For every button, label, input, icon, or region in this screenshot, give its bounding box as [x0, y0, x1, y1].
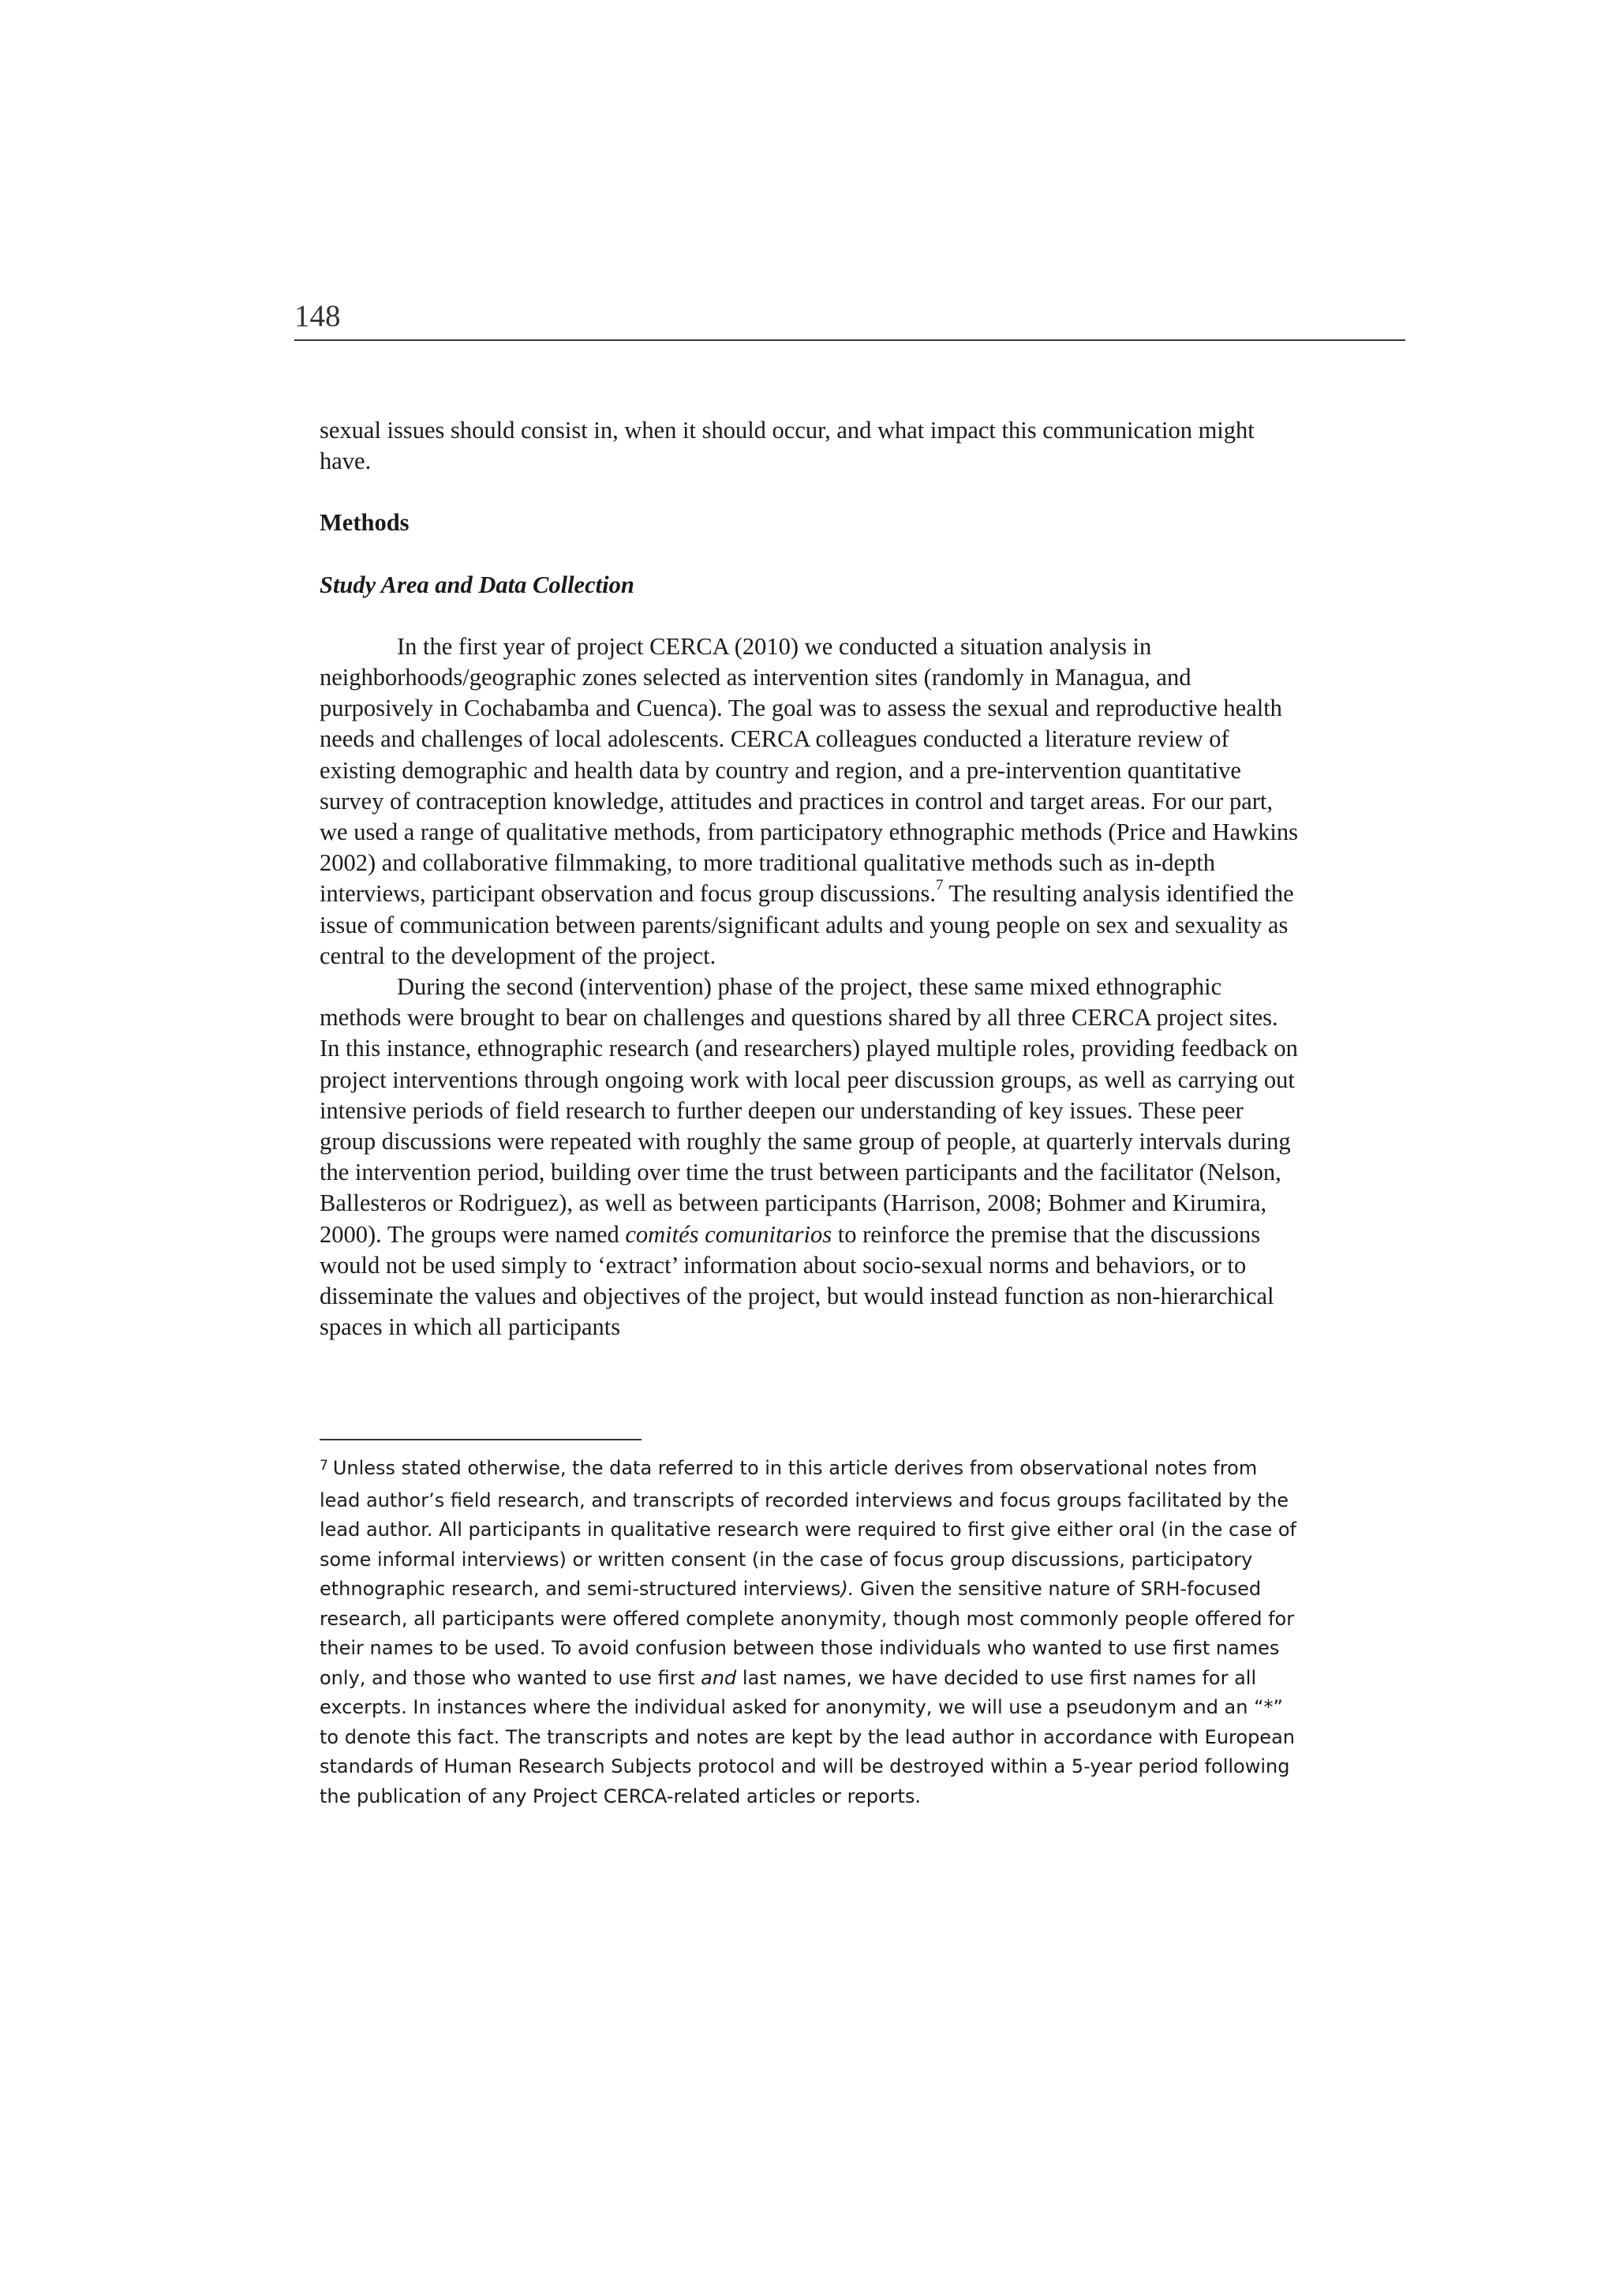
page-number: 148 [294, 299, 341, 333]
paragraph-2-italic: comités comunitarios [625, 1220, 832, 1248]
footnote-part-2: Given the sensitive nature of SRH-focused research, all participants were offered complete anonymity, though most commonly people offered for their names to be used. To avoid confusion between those individuals who wanted to use first names only, and those who wanted to use first [320, 1578, 1295, 1689]
paragraph-2-text: During the second (intervention) phase of the project, these same mixed ethnographic methods were brought to bear on challenges and questions shared by all three CERCA project sites. In this instance, ethnographic research (and researchers) played multiple roles, providing feedback on project interventions through ongoing work with local peer discussion groups, as well as carrying out intensive periods of field research to further deepen our understanding of key issues. These peer group discussions were repeated with roughly the same group of people, at quarterly intervals during the intervention period, building over time the trust between participants and the facilitator (Nelson, Ballesteros or Rodriguez), as well as between participants (Harrison, 2008; Bohmer and Kirumira, 2000). The groups were named [320, 973, 1298, 1248]
footnote-part-3: last names, we have decided to use first names for all excerpts. In instances where the individual asked for anonymity, we will use a pseudonym and an “*” to denote this fact. The transcripts and notes are kept by the lead author in accordance with European standards of Human Research Subjects protocol and will be destroyed within a 5-year period following the publication of any Project CERCA-related articles or reports. [320, 1666, 1295, 1807]
footnote [320, 1454, 1298, 1811]
section-heading: Methods [320, 509, 410, 537]
footnote-marker: 7 [320, 1458, 328, 1474]
page-header [294, 298, 1405, 341]
footnote-text [320, 1454, 1298, 1811]
footnote-divider [320, 1439, 642, 1440]
subsection-heading: Study Area and Data Collection [320, 571, 634, 598]
main-text [320, 415, 1298, 1343]
footnote-italic-close: ). [840, 1578, 855, 1600]
paragraph-2 [320, 972, 1298, 1343]
paragraph-2-tail: to reinforce the premise that the discussions would not be used simply to ‘extract’ information about socio-sexual norms and behaviors, or to disseminate the values and objectives of the project, but would instead function as non-hierarchical spaces in which all participants [320, 1220, 1274, 1341]
paragraph-1-text: In the first year of project CERCA (2010) we conducted a situation analysis in neighborhoods/geographic zones selected as intervention sites (randomly in Managua, and purposively in Cochabamba and Cuenca). The goal was to assess the sexual and reproductive health needs and challenges of local adolescents. CERCA colleagues conducted a literature review of existing demographic and health data by country and region, and a pre-intervention quantitative survey of contraception knowledge, attitudes and practices in control and target areas. For our part, we used a range of qualitative methods, from participatory ethnographic methods (Price and Hawkins 2002) and collaborative filmmaking, to more traditional qualitative methods such as in-depth interviews, participant observation and focus group discussions. [320, 632, 1298, 908]
paragraph-1-tail: The resulting analysis identified the issue of communication between parents/significant adults and young people on sex and sexuality as central to the development of the project. [320, 880, 1294, 969]
paragraph-1 [320, 631, 1298, 972]
footnote-reference[interactable]: 7 [935, 877, 944, 894]
intro-paragraph: sexual issues should consist in, when it should occur, and what impact this communication might have. [320, 417, 1255, 475]
footnote-part-1: Unless stated otherwise, the data referred to in this article derives from observational notes from lead author’s field research, and transcripts of recorded interviews and focus groups facilitated by the lead author. All participants in qualitative research were required to first give either oral (in the case of some informal interviews) or written consent (in the case of focus group discussions, participatory ethnographic research, and semi-structured interviews [320, 1457, 1296, 1600]
footnote-italic-and: and [701, 1666, 737, 1689]
